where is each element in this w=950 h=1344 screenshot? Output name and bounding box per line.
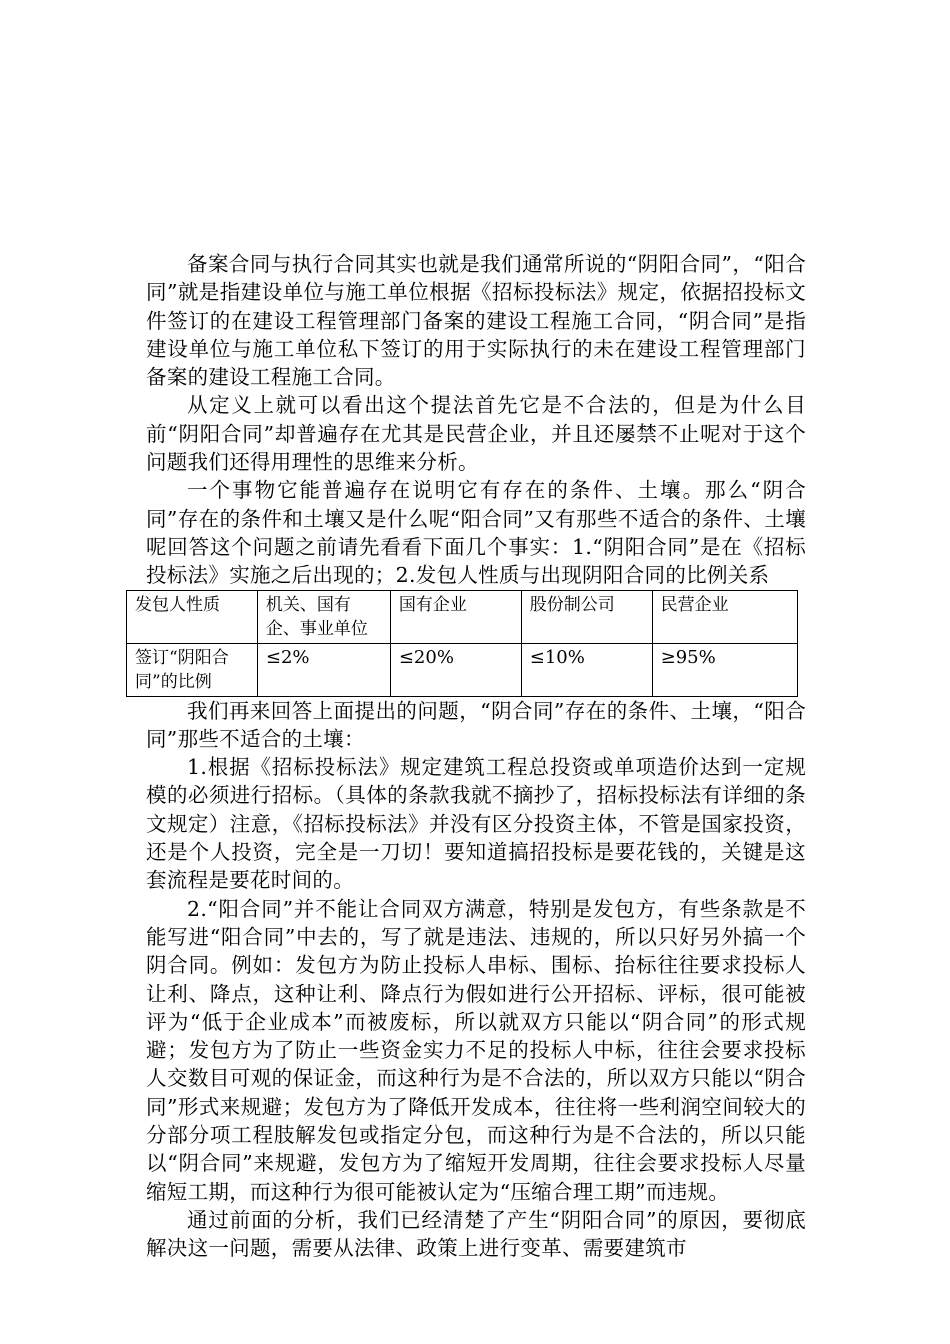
paragraph-conditions: 一个事物它能普遍存在说明它有存在的条件、土壤。那么“阴合同”存在的条件和土壤又是什么呢“阳合同”又有那些不适合的条件、土壤呢回答这个问题之前请先看看下面几个事实：1.“阴阳合同”是在《招标投标法》实施之后出现的；2.发包人性质与出现阴阳合同的比例关系 — [146, 478, 806, 588]
paragraph-legality: 从定义上就可以看出这个提法首先它是不合法的，但是为什么目前“阴阳合同”却普遍存在尤其是民营企业，并且还屡禁不止呢对于这个问题我们还得用理性的思维来分析。 — [146, 393, 806, 475]
table-header-cell: 国有企业 — [390, 590, 521, 643]
table-row-label: 签订“阴阳合同”的比例 — [127, 643, 258, 696]
table-row — [127, 643, 798, 696]
ratio-table — [126, 590, 798, 697]
paragraph-conclusion: 通过前面的分析，我们已经清楚了产生“阴阳合同”的原因，要彻底解决这一问题，需要从法律、政策上进行变革、需要建筑市 — [146, 1207, 806, 1261]
table-header-cell: 股份制公司 — [521, 590, 652, 643]
paragraph-definition: 备案合同与执行合同其实也就是我们通常所说的“阴阳合同”，“阳合同”就是指建设单位与施工单位根据《招标投标法》规定，依据招投标文件签订的在建设工程管理部门备案的建设工程施工合同，“阴合同”是指建设单位与施工单位私下签订的用于实际执行的未在建设工程管理部门备案的建设工程施工合同。 — [146, 252, 806, 390]
table-cell: ≤20% — [390, 643, 521, 696]
paragraph-point-1: 1.根据《招标投标法》规定建筑工程总投资或单项造价达到一定规模的必须进行招标。（具体的条款我就不摘抄了，招标投标法有详细的条文规定）注意，《招标投标法》并没有区分投资主体，不管是国家投资，还是个人投资，完全是一刀切！要知道搞招投标是要花钱的，关键是这套流程是要花时间的。 — [146, 755, 806, 893]
table-cell: ≤10% — [521, 643, 652, 696]
paragraph-answer-intro: 我们再来回答上面提出的问题，“阴合同”存在的条件、土壤，“阳合同”那些不适合的土壤： — [146, 698, 806, 751]
table-cell: ≥95% — [652, 643, 797, 696]
table-header-cell: 发包人性质 — [127, 590, 258, 643]
table-header-row — [127, 590, 798, 643]
table-header-cell: 机关、国有企、事业单位 — [257, 590, 390, 643]
table-cell: ≤2% — [257, 643, 390, 696]
document-body — [135, 250, 806, 1263]
paragraph-point-2: 2.“阳合同”并不能让合同双方满意，特别是发包方，有些条款是不能写进“阳合同”中去的，写了就是违法、违规的，所以只好另外搞一个阴合同。例如：发包方为防止投标人串标、围标、抬标往往要求投标人让利、降点，这种让利、降点行为假如进行公开招标、评标，很可能被评为“低于企业成本”而被废标，所以就双方只能以“阴合同”的形式规避；发包方为了防止一些资金实力不足的投标人中标，往往会要求投标人交数目可观的保证金，而这种行为是不合法的，所以双方只能以“阴合同”形式来规避；发包方为了降低开发成本，往往将一些利润空间较大的分部分项工程肢解发包或指定分包，而这种行为是不合法的，所以只能以“阴合同”来规避，发包方为了缩短开发周期，往往会要求投标人尽量缩短工期，而这种行为很可能被认定为“压缩合理工期”而违规。 — [146, 896, 806, 1204]
table-header-cell: 民营企业 — [652, 590, 797, 643]
